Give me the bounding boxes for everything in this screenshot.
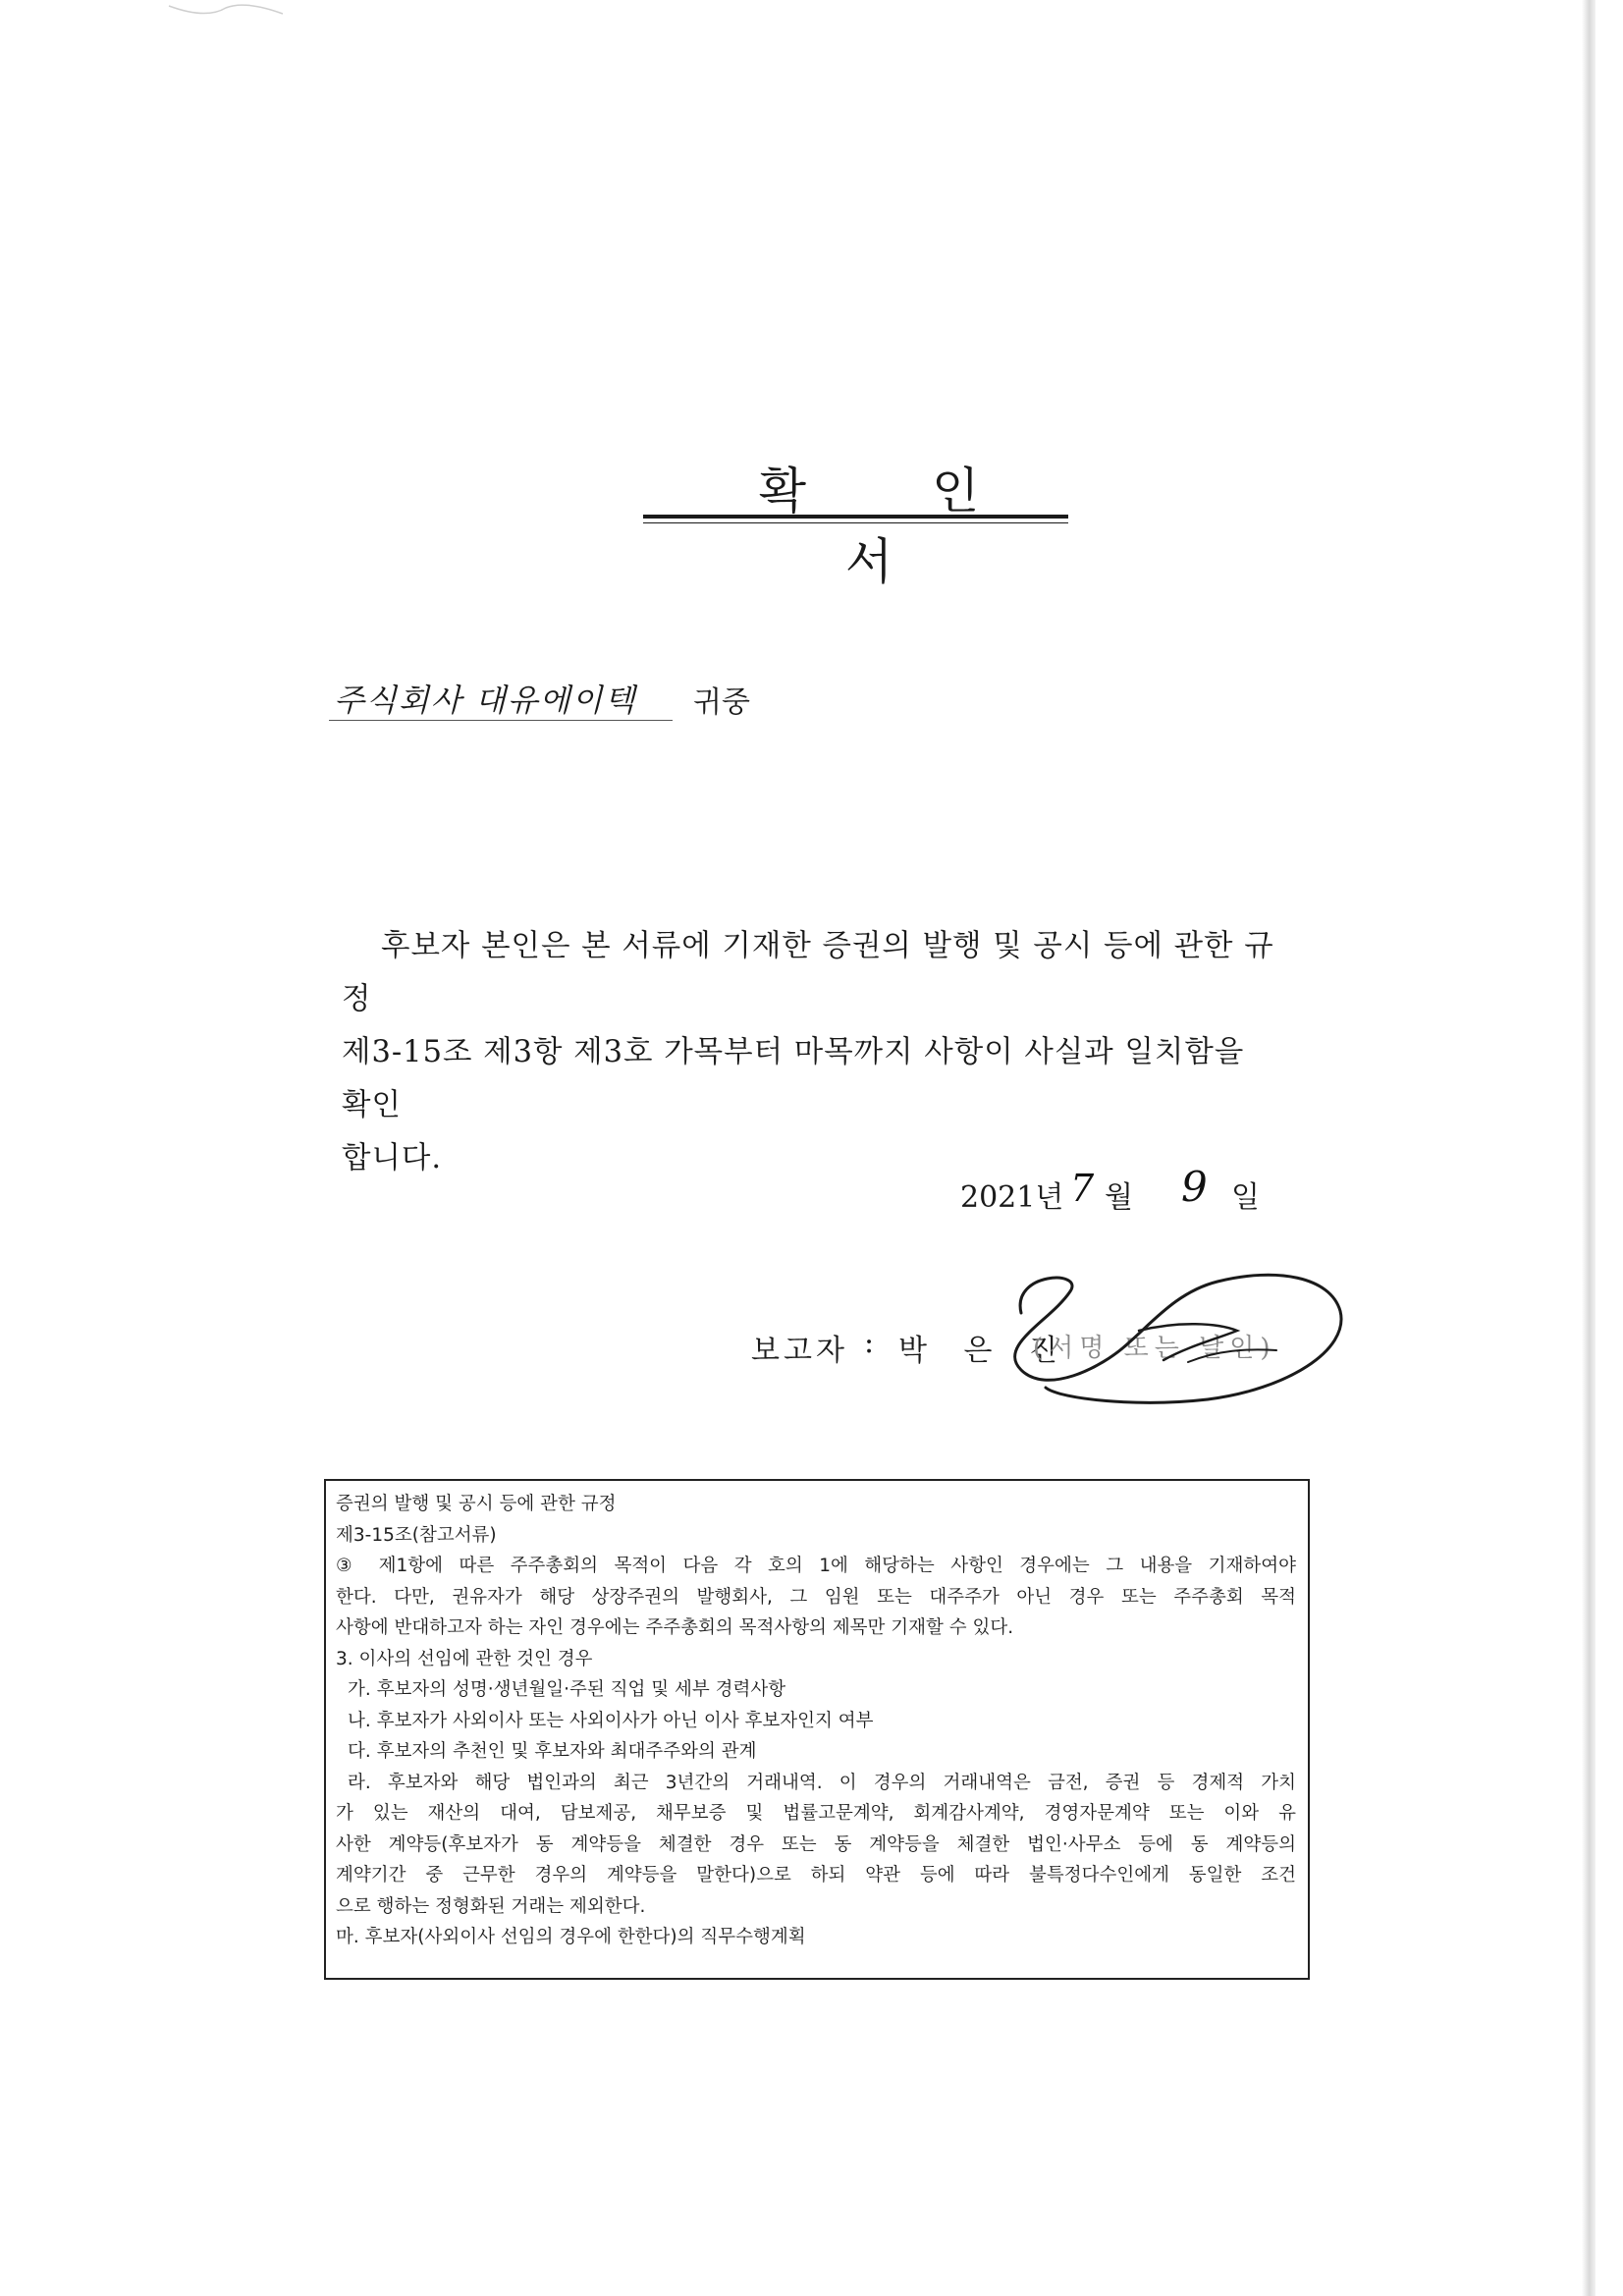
reg-line-7: 가. 후보자의 성명·생년월일·주된 직업 및 세부 경력사항 xyxy=(348,1679,786,1700)
scan-mark xyxy=(167,2,285,26)
title-underline xyxy=(643,515,1068,523)
reporter-colon: : xyxy=(864,1326,875,1360)
date-day-unit: 일 xyxy=(1231,1180,1260,1215)
reg-line-3: ③ 제1항에 따른 주주총회의 목적이 다음 각 호의 1에 해당하는 사항인 경우에는 그 내용을 기재하여야 xyxy=(336,1556,1296,1576)
regulation-reference-box xyxy=(324,1479,1310,1980)
recipient-company: 주식회사 대유에이텍 xyxy=(334,682,637,719)
reporter-label: 보고자 xyxy=(751,1334,848,1368)
reg-line-5: 사항에 반대하고자 하는 자인 경우에는 주주총회의 목적사항의 제목만 기재할 수 있다. xyxy=(336,1617,1014,1638)
recipient-suffix: 귀중 xyxy=(693,685,750,720)
date-day-handwritten: 9 xyxy=(1181,1163,1208,1211)
reg-line-9: 다. 후보자의 추천인 및 후보자와 최대주주와의 관계 xyxy=(348,1741,757,1762)
reg-line-13: 계약기간 중 근무한 경우의 계약등을 말한다)으로 하되 약관 등에 따라 불특정다수인에게 동일한 조건 xyxy=(336,1865,1296,1886)
body-line-2: 제3-15조 제3항 제3호 가목부터 마목까지 사항이 사실과 일치함을 확인 xyxy=(342,1035,1245,1122)
document-title: 확 인 서 xyxy=(758,463,1035,590)
reg-line-15: 마. 후보자(사외이사 선임의 경우에 한한다)의 직무수행계획 xyxy=(336,1927,806,1947)
date-year: 2021년 xyxy=(960,1180,1064,1215)
reg-line-2: 제3-15조(참고서류) xyxy=(336,1524,497,1546)
reg-line-6: 3. 이사의 선임에 관한 것인 경우 xyxy=(336,1648,593,1669)
reg-line-8: 나. 후보자가 사외이사 또는 사외이사가 아닌 이사 후보자인지 여부 xyxy=(348,1710,874,1731)
reg-line-4: 한다. 다만, 권유자가 해당 상장주권의 발행회사, 그 임원 또는 대주주가 아닌 경우 또는 주주총회 목적 xyxy=(336,1586,1296,1608)
reg-line-12: 사한 계약등(후보자가 동 계약등을 체결한 경우 또는 동 계약등을 체결한 법인·사무소 등에 동 계약등의 xyxy=(336,1833,1296,1855)
date-month-unit: 월 xyxy=(1105,1180,1133,1215)
reporter-name: 박 은 진 xyxy=(898,1334,1072,1368)
reg-line-10: 라. 후보자와 해당 법인과의 최근 3년간의 거래내역. 이 경우의 거래내역은 금전, 증권 등 경제적 가치 xyxy=(348,1772,1296,1793)
reg-line-11: 가 있는 재산의 대여, 담보제공, 채무보증 및 법률고문계약, 회계감사계약, 경영자문계약 또는 이와 유 xyxy=(336,1803,1296,1824)
reg-line-1: 증권의 발행 및 공시 등에 관한 규정 xyxy=(336,1494,617,1514)
body-line-1: 후보자 본인은 본 서류에 기재한 증권의 발행 및 공시 등에 관한 규정 xyxy=(342,929,1274,1016)
confirmation-body xyxy=(342,920,1284,1185)
recipient-underline xyxy=(329,720,673,721)
scan-edge xyxy=(1582,0,1596,2296)
body-line-3: 합니다. xyxy=(342,1141,443,1175)
handwritten-signature xyxy=(992,1252,1355,1419)
reg-line-14: 으로 행하는 정형화된 거래는 제외한다. xyxy=(336,1895,646,1917)
signature-note: (서명 또는 날인) xyxy=(1033,1334,1276,1363)
date-month-handwritten: 7 xyxy=(1070,1167,1095,1210)
